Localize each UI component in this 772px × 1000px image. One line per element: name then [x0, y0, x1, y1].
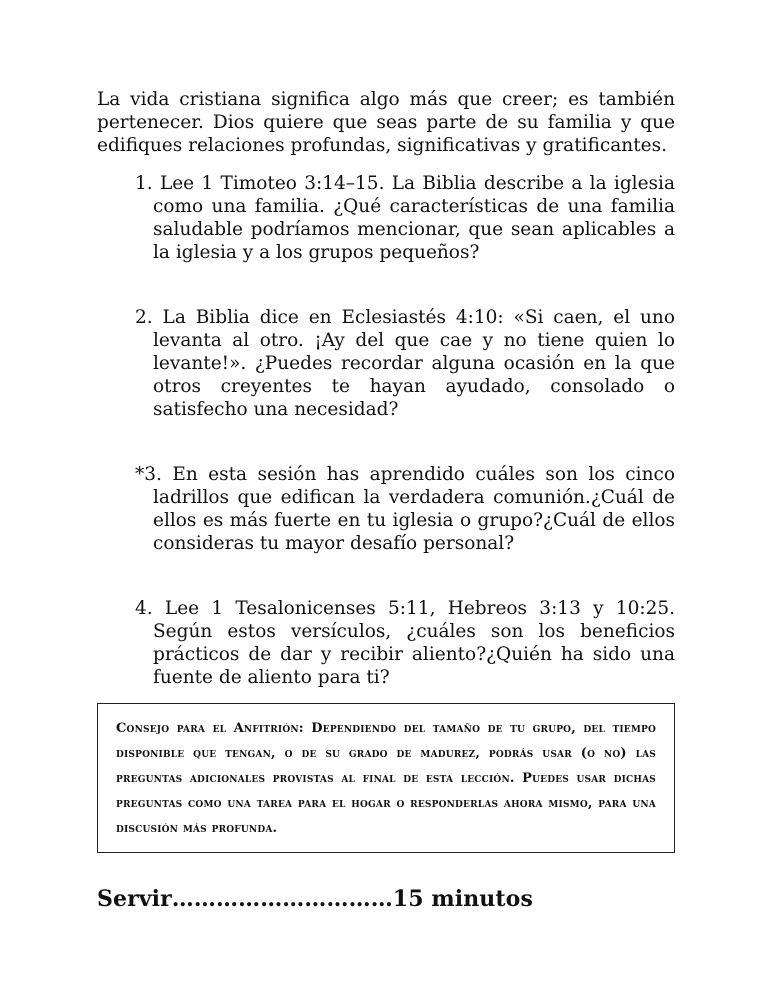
question-list — [97, 172, 675, 689]
question-item — [97, 463, 675, 555]
document-page — [97, 88, 675, 912]
question-item — [97, 306, 675, 421]
question-text: La Biblia dice en Eclesiastés 4:10: «Si caen, el uno levanta al otro. ¡Ay del que cae y no tiene quien lo levante!». ¿Puedes recordar alguna ocasión en la que otros creyentes te hayan ayudado, consolado o satisfecho una necesidad? — [153, 307, 675, 420]
question-text: Lee 1 Tesalonicenses 5:11, Hebreos 3:13 y 10:25. Según estos versículos, ¿cuáles son los beneficios prácticos de dar y recibir aliento?¿Quién ha sido una fuente de aliento para ti? — [153, 598, 675, 688]
question-number: 1. — [135, 173, 153, 194]
host-tip-box — [97, 703, 675, 853]
question-text: En esta sesión has aprendido cuáles son los cinco ladrillos que edifican la verdadera comunión.¿Cuál de ellos es más fuerte en tu iglesia o grupo?¿Cuál de ellos consideras tu mayor desafío personal? — [153, 464, 675, 554]
question-item — [97, 172, 675, 264]
question-number: 4. — [135, 598, 153, 619]
host-tip-lead: Consejo para el Anfitrión: — [116, 721, 304, 736]
question-number: 2. — [135, 307, 153, 328]
question-item — [97, 597, 675, 689]
host-tip-body: Dependiendo del tamaño de tu grupo, del tiempo disponible que tengan, o de su grado de madurez, podrás usar (o no) las preguntas adicionales provistas al final de esta lección. Puedes usar dichas preguntas como una tarea para el hogar o responderlas ahora mismo, para una discusión más profunda. — [116, 721, 656, 836]
question-number: *3. — [135, 464, 162, 485]
section-heading-servir: Servir…………………………15 minutos — [97, 886, 533, 912]
intro-paragraph: La vida cristiana significa algo más que creer; es también pertenecer. Dios quiere que seas parte de su familia y que edifiques relaciones profundas, significativas y gratificantes. — [97, 89, 675, 156]
question-text: Lee 1 Timoteo 3:14–15. La Biblia describe a la iglesia como una familia. ¿Qué características de una familia saludable podríamos mencionar, que sean aplicables a la iglesia y a los grupos pequeños? — [153, 173, 675, 263]
